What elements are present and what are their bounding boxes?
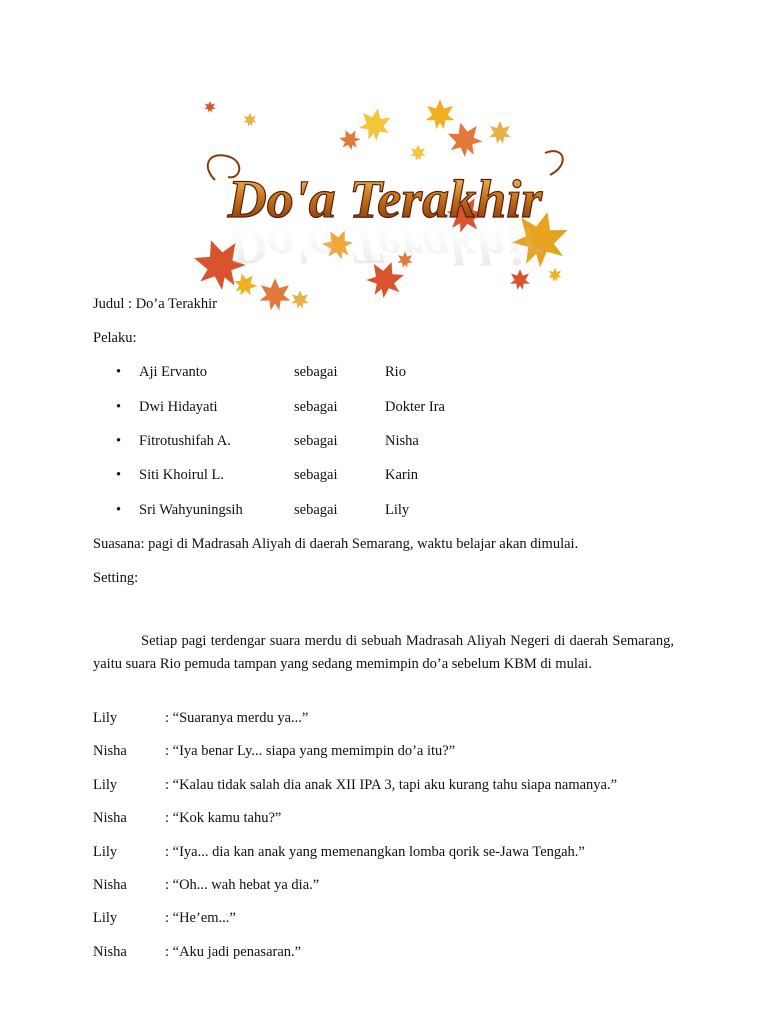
speaker-name: Nisha — [93, 877, 127, 893]
bullet-icon: • — [116, 502, 122, 518]
setting-label: Setting: — [93, 570, 139, 586]
character-name: Dokter Ira — [385, 399, 445, 415]
actor-name: Aji Ervanto — [139, 364, 208, 380]
speaker-name: Lily — [93, 710, 118, 726]
title-logo-reflection: Do'a Terakhir — [227, 216, 543, 276]
dialog-text: : “He’em...” — [165, 910, 236, 926]
bullet-icon: • — [116, 433, 122, 449]
speaker-name: Lily — [93, 844, 118, 860]
bullet-icon: • — [116, 467, 122, 483]
character-name: Nisha — [385, 433, 419, 449]
dialog-text: : “Aku jadi penasaran.” — [165, 944, 302, 960]
speaker-name: Nisha — [93, 810, 127, 826]
dialog-text: : “Kalau tidak salah dia anak XII IPA 3, tapi aku kurang tahu siapa namanya.” — [165, 777, 618, 793]
speaker-name: Nisha — [93, 743, 127, 759]
title-logo-text: Do'a Terakhir — [227, 169, 543, 229]
role-word: sebagai — [294, 399, 338, 415]
dialog-text: : “Iya... dia kan anak yang memenangkan lomba qorik se-Jawa Tengah.” — [165, 844, 585, 860]
dialog-text: : “Iya benar Ly... siapa yang memimpin do’a itu?” — [165, 743, 456, 759]
role-word: sebagai — [294, 433, 338, 449]
actor-name: Siti Khoirul L. — [139, 467, 224, 483]
atmosphere-line: Suasana: pagi di Madrasah Aliyah di daerah Semarang, waktu belajar akan dimulai. — [93, 536, 579, 552]
bullet-icon: • — [116, 364, 122, 380]
title-logo — [190, 95, 580, 335]
title-line: Judul : Do’a Terakhir — [93, 296, 217, 312]
bullet-icon: • — [116, 399, 122, 415]
dialog-text: : “Suaranya merdu ya...” — [165, 710, 309, 726]
speaker-name: Nisha — [93, 944, 127, 960]
character-name: Rio — [385, 364, 406, 380]
character-name: Lily — [385, 502, 410, 518]
speaker-name: Lily — [93, 777, 118, 793]
character-name: Karin — [385, 467, 419, 483]
actor-name: Sri Wahyuningsih — [139, 502, 243, 518]
narration-paragraph: Setiap pagi terdengar suara merdu di sebuah Madrasah Aliyah Negeri di daerah Semarang, yaitu suara Rio pemuda tampan yang sedang memimpin do’a sebelum KBM di mulai. — [93, 633, 674, 672]
speaker-name: Lily — [93, 910, 118, 926]
role-word: sebagai — [294, 502, 338, 518]
actor-name: Dwi Hidayati — [139, 399, 218, 415]
actor-name: Fitrotushifah A. — [139, 433, 231, 449]
role-word: sebagai — [294, 467, 338, 483]
dialog-text: : “Oh... wah hebat ya dia.” — [165, 877, 320, 893]
role-word: sebagai — [294, 364, 338, 380]
dialog-text: : “Kok kamu tahu?” — [165, 810, 282, 826]
cast-label: Pelaku: — [93, 330, 137, 346]
